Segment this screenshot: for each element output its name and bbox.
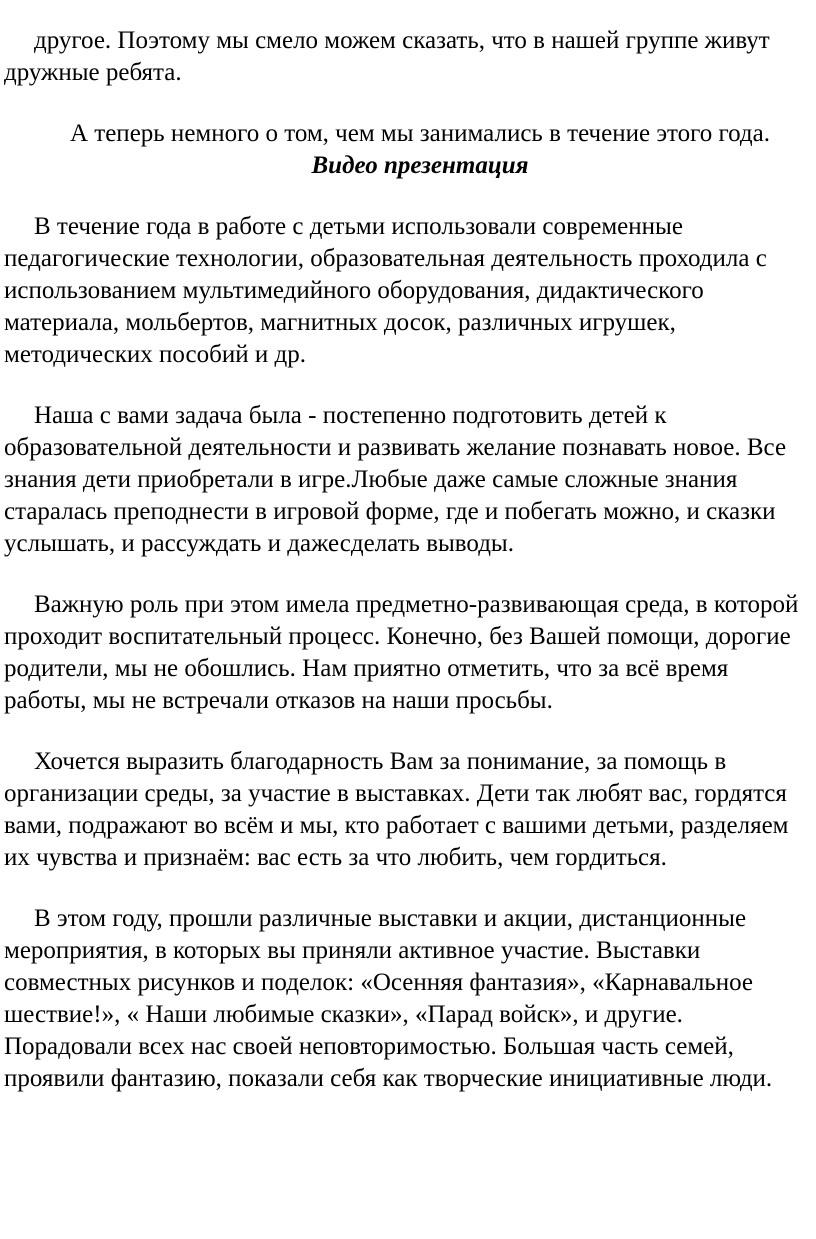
paragraph-environment: Важную роль при этом имела предметно-развивающая среда, в которой проходит воспитательный процесс. Конечно, без Вашей помощи, дорогие родители, мы не обошлись. Нам приятно отметить, что за всё время работы, мы не встречали отказов на наши просьбы. [4, 591, 799, 714]
paragraph-exhibitions: В этом году, прошли различные выставки и акции, дистанционные мероприятия, в которых вы приняли активное участие. Выставки совместных рисунков и поделок: «Осенняя фантазия», «Карнавальное шествие!», « Наши любимые сказки», «Парад войск», и другие. Порадовали всех нас своей неповторимостью. Большая часть семей, проявили фантазию, показали себя как творческие инициативные люди. [4, 905, 773, 1092]
centered-text: А теперь немного о том, чем мы занимались в течение этого года. [69, 120, 770, 147]
video-presentation-label: Видео презентация [311, 152, 529, 179]
paragraph-centered [4, 118, 806, 182]
paragraph-intro: другое. Поэтому мы смело можем сказать, что в нашей группе живут дружные ребята. [4, 27, 770, 86]
paragraph-task: Наша с вами задача была - постепенно подготовить детей к образовательной деятельности и развивать желание познавать новое. Все знания дети приобретали в игре.Любые даже самые сложные знания старалась преподнести в игровой форме, где и побегать можно, и сказки услышать, и рассуждать и дажесделать выводы. [4, 402, 787, 557]
paragraph-gratitude: Хочется выразить благодарность Вам за понимание, за помощь в организации среды, за участие в выставках. Дети так любят вас, гордятся вами, подражают во всём и мы, кто работает с вашими детьми, разделяем их чувства и признаём: вас есть за что любить, чем гордиться. [4, 748, 789, 871]
paragraph-technologies: В течение года в работе с детьми использовали современные педагогические технологии, образовательная деятельность проходила с использованием мультимедийного оборудования, дидактического материала, мольбертов, магнитных досок, различных игрушек, методических пособий и др. [4, 213, 767, 368]
